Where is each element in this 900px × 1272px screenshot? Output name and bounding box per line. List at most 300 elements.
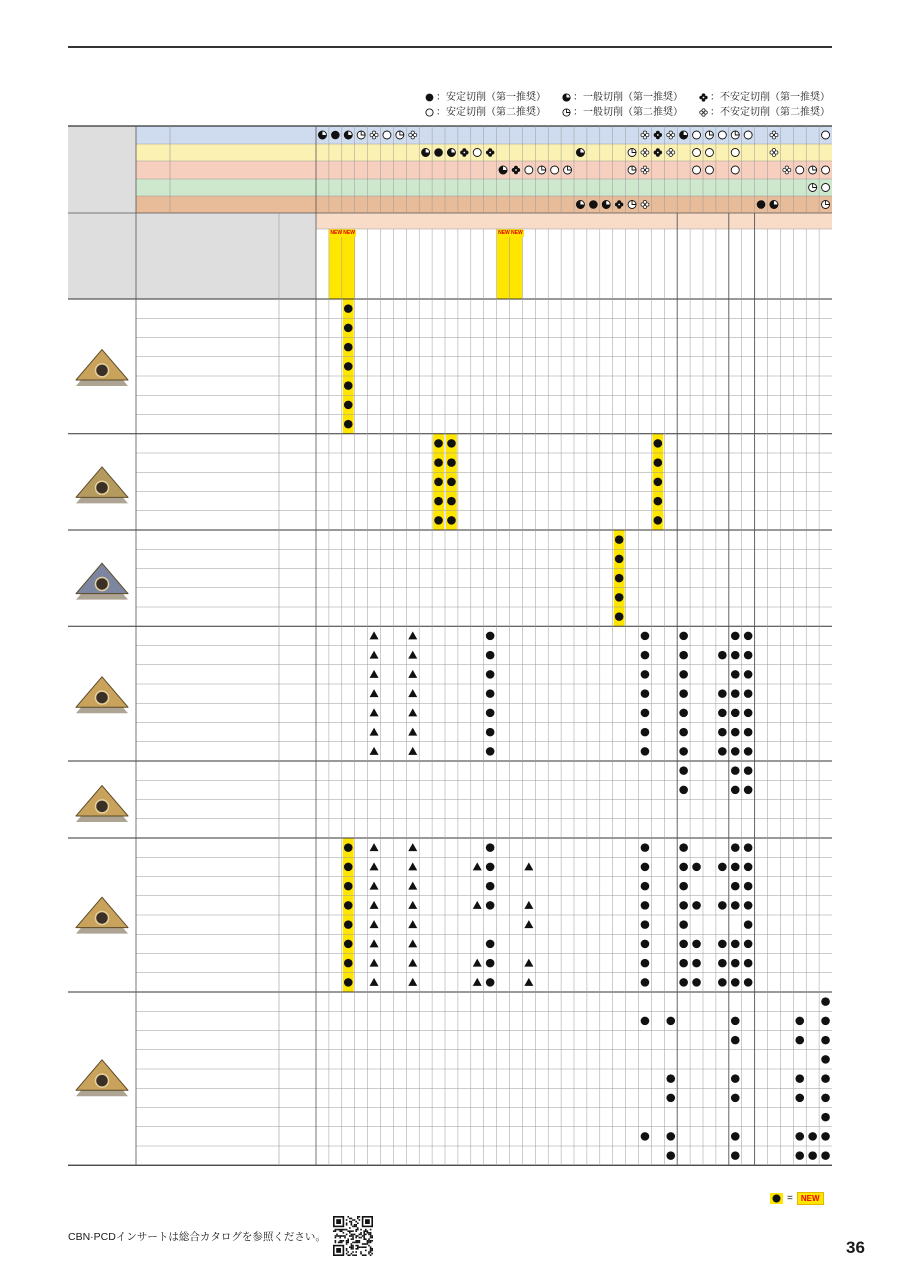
triangle-mark [408,862,417,870]
grade-MT9005 [755,237,768,297]
insert-re [279,530,316,549]
open-clover-mark [775,151,778,154]
qr-cell [349,1221,351,1223]
cut-type-label [68,610,136,624]
insert-code [136,626,279,645]
material-name-N [170,179,316,196]
triangle-mark [370,978,379,986]
qr-cell [355,1245,357,1247]
insert-code [136,511,279,530]
open-circle-mark [731,149,739,157]
qr-cell [354,1224,356,1226]
qr-cell [351,1234,353,1236]
qr-cell [335,1230,337,1232]
qr-cell [351,1230,353,1232]
insert-code [136,1127,279,1146]
recommend-mark [718,863,727,872]
qr-cell [355,1235,357,1237]
insert-re [279,338,316,357]
new-grade-mark [615,555,624,564]
triangle-mark [370,747,379,755]
insert-code [136,415,279,434]
open-clover-mark [646,133,649,136]
triangle-mark [408,728,417,736]
new-grade-mark [344,901,353,910]
qr-cell [365,1243,367,1245]
recommend-mark [731,1017,740,1026]
recommend-mark [679,689,688,698]
recommend-mark [821,1036,830,1045]
recommend-mark [641,689,650,698]
insert-re [279,492,316,511]
recommend-mark [795,1151,804,1160]
triangle-mark [524,959,533,967]
grade-MP9025 [613,237,626,297]
legend-text: ：不安定切削（第一推奨） [710,92,830,103]
recommend-mark [744,709,753,718]
grade-NX3035 [742,237,755,297]
recommend-mark [641,709,650,718]
qr-cell [362,1254,364,1256]
triangle-mark [473,978,482,986]
qr-cell [343,1232,345,1234]
qr-cell [367,1242,369,1244]
triangle-mark [370,862,379,870]
new-grade-mark [654,516,663,525]
qr-cell [363,1238,365,1240]
open-clover-mark [641,133,644,136]
insert-re [279,684,316,703]
recommend-mark [821,1094,830,1103]
recommend-mark [821,997,830,1006]
qr-cell [352,1226,354,1228]
new-grade-mark [447,516,456,525]
recommend-mark [641,940,650,949]
coated-cermet-category [677,213,729,229]
qr-cell [357,1229,359,1231]
qr-cell [355,1237,357,1239]
recommend-mark [744,766,753,775]
triangle-mark [524,862,533,870]
qr-cell [357,1248,359,1250]
open-circle-mark [383,131,391,139]
triangle-mark [370,920,379,928]
grade-MP3025 [677,237,690,297]
recommend-mark [641,651,650,660]
qr-cell [357,1240,359,1242]
new-grade-mark [615,535,624,544]
new-grade-tag: NEW [330,230,343,236]
new-grade-mark [434,516,443,525]
clover-center [657,152,659,154]
recommend-mark [486,747,495,756]
qr-cell [371,1240,373,1242]
recommend-mark [486,843,495,852]
recommend-mark [795,1132,804,1141]
triangle-mark [524,978,533,986]
open-clover-mark [409,133,412,136]
material-code-M [136,144,170,161]
insert-re [279,973,316,992]
cut-type-label [68,745,136,759]
open-clover-mark [641,203,644,206]
recommend-mark [821,1132,830,1141]
open-clover-mark [770,151,773,154]
insert-re [279,511,316,530]
qr-cell [368,1232,370,1234]
insert-hole [96,800,109,813]
material-name-P [170,126,316,144]
grade-MC7025 [445,237,458,297]
recommend-mark [744,651,753,660]
recommend-mark [731,901,740,910]
grade-VP15TF [639,237,652,297]
qr-cell [357,1235,359,1237]
new-grade-mark [615,574,624,583]
triangle-mark [473,862,482,870]
qr-cell [360,1253,362,1255]
new-grade-mark [447,478,456,487]
insert-re [279,800,316,819]
qr-code-icon[interactable] [333,1216,373,1256]
qr-cell [355,1242,357,1244]
recommend-mark [679,882,688,891]
insert-code [136,780,279,799]
qr-cell [359,1237,361,1239]
recommend-mark [731,1094,740,1103]
insert-code [136,800,279,819]
recommend-mark [718,978,727,987]
qr-cell [370,1232,372,1234]
qr-cell [352,1254,354,1256]
recommend-mark [744,728,753,737]
open-circle-mark [744,131,752,139]
qr-cell [335,1240,337,1242]
qr-cell [346,1250,348,1252]
insert-code [136,1146,279,1165]
qr-cell [370,1246,372,1248]
triangle-mark [370,959,379,967]
qr-cell [346,1229,348,1231]
qr-cell [370,1235,372,1237]
insert-re [279,703,316,722]
grade-UE6105 [381,237,394,297]
recommend-mark [486,709,495,718]
qr-cell [368,1240,370,1242]
qr-cell [363,1232,365,1234]
recommend-mark [731,978,740,987]
insert-code [136,742,279,761]
insert-hole [96,691,109,704]
insert-re [279,819,316,838]
recommend-mark [731,632,740,641]
insert-code [136,299,279,318]
qr-cell [352,1246,354,1248]
material-code-K [136,161,170,179]
qr-cell [352,1238,354,1240]
insert-code [136,434,279,453]
insert-re [279,992,316,1011]
grade-UC5115 [561,237,574,297]
insert-re [279,934,316,953]
grade-TF15 [819,237,832,297]
qr-cell [352,1235,354,1237]
qr-cell [368,1238,370,1240]
qr-cell [351,1248,353,1250]
qr-cell [357,1222,359,1224]
insert-code [136,1011,279,1030]
grade-AP25N [690,237,703,297]
qr-cell [346,1224,348,1226]
footnote: CBN·PCDインサートは総合カタログを参照ください。 [68,1231,326,1243]
qr-cell [333,1230,335,1232]
qr-cell [338,1229,340,1231]
new-grade-mark [447,439,456,448]
qr-cell [352,1219,354,1221]
recommend-mark [731,843,740,852]
recommend-mark [679,670,688,679]
recommend-mark [731,940,740,949]
cut-type-label [68,976,136,990]
insert-code [136,1108,279,1127]
insert-code [136,954,279,973]
recommend-mark [731,728,740,737]
group-name-flat-top [68,994,136,1010]
recommend-mark [679,901,688,910]
new-grade-mark [344,882,353,891]
qr-cell [339,1242,341,1244]
new-grade-mark [344,978,353,987]
qr-cell [363,1237,365,1239]
insert-code [136,646,279,665]
grade-VP10RT [626,237,639,297]
recommend-mark [641,863,650,872]
triangle-mark [408,747,417,755]
recommend-mark [692,863,701,872]
open-clover-mark [787,168,790,171]
insert-re [279,915,316,934]
qr-cell [365,1234,367,1236]
triangle-mark [408,708,417,716]
insert-code [136,492,279,511]
qr-cell [339,1240,341,1242]
open-circle-mark [551,166,559,174]
legend-text: ：安定切削（第二推奨） [436,107,546,118]
recommend-mark [744,689,753,698]
insert-shape-label [68,213,136,299]
recommend-mark [486,651,495,660]
qr-cell [360,1229,362,1231]
qr-cell [343,1229,345,1231]
qr-cell [346,1222,348,1224]
recommend-mark [692,940,701,949]
new-grade-mark [654,478,663,487]
insert-re [279,588,316,607]
qr-cell [349,1235,351,1237]
grade-HTi05T [793,237,806,297]
insert-re [279,395,316,414]
new-grade-mark [344,401,353,410]
recommend-mark [718,940,727,949]
recommend-mark [731,766,740,775]
grade-MC6125 [342,237,355,297]
recommend-mark [744,843,753,852]
recommend-mark [666,1074,675,1083]
qr-cell [367,1240,369,1242]
qr-cell [362,1243,364,1245]
insert-code [136,761,279,780]
recommend-mark [641,882,650,891]
qr-cell [351,1221,353,1223]
triangle-mark [408,882,417,890]
recommend-mark [744,882,753,891]
open-clover-mark [641,168,644,171]
grade-RT9010 [768,237,781,297]
open-clover-mark [370,133,373,136]
recommend-mark [808,1151,817,1160]
insert-code [136,376,279,395]
recommend-mark [744,901,753,910]
qr-cell [360,1251,362,1253]
qr-cell [352,1234,354,1236]
new-grade-mark [344,843,353,852]
recommend-mark [718,651,727,660]
qr-cell [338,1242,340,1244]
recommend-mark [679,940,688,949]
insert-code [136,607,279,626]
insert-code [136,357,279,376]
qr-cell [349,1254,351,1256]
qr-cell [341,1229,343,1231]
recommend-mark [718,959,727,968]
recommend-mark [744,959,753,968]
grade-MC5115 [497,237,510,297]
qr-cell [351,1245,353,1247]
open-circle-mark [693,166,701,174]
new-grade-mark [344,920,353,929]
recommend-mark [641,728,650,737]
open-clover-mark [775,133,778,136]
qr-cell [346,1219,348,1221]
insert-re [279,1088,316,1107]
qr-cell [347,1216,349,1218]
recommend-mark [744,786,753,795]
qr-cell [349,1246,351,1248]
new-grade-tag: NEW [343,230,355,236]
recommend-mark [679,766,688,775]
triangle-mark [370,843,379,851]
page-number: 36 [846,1238,865,1257]
qr-cell [354,1219,356,1221]
qr-cell [370,1251,372,1253]
clover-center [463,152,465,154]
qr-cell [368,1253,370,1255]
qr-cell [344,1235,346,1237]
recommend-mark [486,901,495,910]
qr-cell [357,1216,359,1218]
qr-cell [365,1254,367,1256]
new-grade-mark [654,497,663,506]
qr-cell [351,1246,353,1248]
insert-code [136,973,279,992]
qr-cell [352,1248,354,1250]
recommend-mark [666,1017,675,1026]
open-clover-mark [646,151,649,154]
qr-cell [349,1230,351,1232]
insert-code [136,819,279,838]
insert-re [279,472,316,491]
insert-re [279,376,316,395]
qr-cell [371,1237,373,1239]
material-name-K [170,161,316,179]
recommend-mark [486,863,495,872]
qr-cell [346,1240,348,1242]
carbide-category [755,213,832,229]
triangle-mark [473,959,482,967]
qr-cell [355,1254,357,1256]
clover-center [657,134,659,136]
qr-cell [359,1219,361,1221]
qr-cell [371,1235,373,1237]
recommend-mark [486,882,495,891]
insert-code [136,857,279,876]
recommend-mark [641,959,650,968]
qr-cell [347,1254,349,1256]
insert-hole [96,577,109,590]
solid-circle-mark [331,131,340,140]
qr-cell [351,1238,353,1240]
grade-MC5005 [522,237,535,297]
triangle-mark [408,978,417,986]
triangle-mark [524,920,533,928]
qr-cell [352,1251,354,1253]
qr-cell [336,1229,338,1231]
recommend-mark [744,632,753,641]
open-clover-mark [671,151,674,154]
grade-MC6025 [368,237,381,297]
recommend-mark [641,1132,650,1141]
recommend-mark [486,689,495,698]
qr-cell [341,1240,343,1242]
insert-code [136,569,279,588]
recommend-mark [692,978,701,987]
insert-re [279,318,316,337]
qr-cell [368,1251,370,1253]
qr-cell [339,1235,341,1237]
grade-MS6015 [316,237,329,297]
recommend-mark [692,901,701,910]
grade-MC7015 [432,237,445,297]
insert-re [279,1108,316,1127]
insert-re [279,954,316,973]
recommend-mark [718,689,727,698]
qr-cell [335,1235,337,1237]
grade-NX2525 [729,237,742,297]
designation-label [136,213,279,299]
grade-VP20RT [651,237,664,297]
qr-cell [357,1218,359,1220]
coating-category [316,213,677,229]
recommend-mark [486,728,495,737]
recommend-mark [821,1055,830,1064]
recommend-mark [744,978,753,987]
new-grade-mark [344,304,353,313]
recommend-mark [486,632,495,641]
recommend-mark [679,959,688,968]
qr-cell [365,1230,367,1232]
qr-cell [339,1229,341,1231]
qr-cell [367,1232,369,1234]
